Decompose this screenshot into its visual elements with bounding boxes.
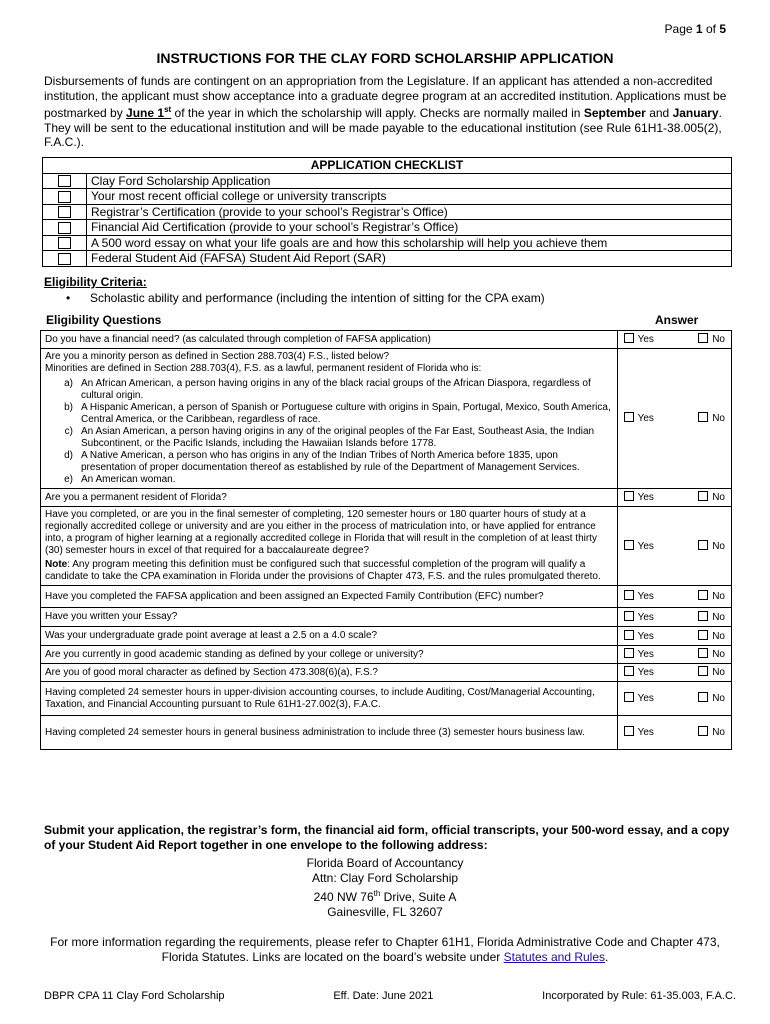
no-option[interactable]: No	[698, 611, 725, 624]
checklist-checkbox[interactable]	[58, 175, 71, 187]
yes-option[interactable]: Yes	[624, 333, 654, 346]
checklist-item: Your most recent official college or university transcripts	[87, 189, 732, 205]
checklist-checkbox[interactable]	[58, 191, 71, 203]
yes-option[interactable]: Yes	[624, 412, 654, 425]
checkbox-icon	[624, 540, 634, 550]
checkbox-icon	[698, 611, 708, 621]
checklist-item: Federal Student Aid (FAFSA) Student Aid Report (SAR)	[87, 251, 732, 267]
yes-option[interactable]: Yes	[624, 726, 654, 739]
checkbox-icon	[698, 648, 708, 658]
checklist-item: A 500 word essay on what your life goals are and how this scholarship will help you achieve them	[87, 235, 732, 251]
no-option[interactable]: No	[698, 726, 725, 739]
checkbox-icon	[698, 333, 708, 343]
intro-paragraph: Disbursements of funds are contingent on an appropriation from the Legislature. If an applicant has attended a non-accredited institution, the applicant must show acceptance into a graduate degree program at an accredited institution. Applications must be postmarked by June 1st of the year in which the scholarship will apply. Checks are normally mailed in September and January. They will be sent to the educational institution and will be made payable to the educational institution (see Rule 61H1-38.005(2), F.A.C.).	[44, 74, 727, 149]
question-row	[41, 586, 732, 608]
checklist-item: Registrar’s Certification (provide to your school’s Registrar’s Office)	[87, 204, 732, 220]
checklist-checkbox[interactable]	[58, 237, 71, 249]
form-id: DBPR CPA 11 Clay Ford Scholarship	[44, 990, 225, 1002]
eligibility-criteria-title: Eligibility Criteria:	[44, 275, 147, 289]
checkbox-icon	[624, 666, 634, 676]
checkbox-icon	[698, 540, 708, 550]
rule-reference: Incorporated by Rule: 61-35.003, F.A.C.	[542, 990, 736, 1002]
eligibility-bullet: • Scholastic ability and performance (including the intention of sitting for the CPA exam)	[66, 291, 545, 305]
checkbox-icon	[624, 692, 634, 702]
yes-option[interactable]: Yes	[624, 611, 654, 624]
minority-list	[45, 378, 613, 486]
question-row	[41, 331, 732, 349]
application-checklist	[42, 157, 732, 267]
no-option[interactable]: No	[698, 491, 725, 504]
bullet-icon: •	[66, 291, 71, 305]
list-item: a) An African American, a person having origins in any of the black racial groups of the African Diaspora, regardless of cultural origin.	[64, 378, 591, 401]
checkbox-icon	[624, 630, 634, 640]
no-option[interactable]: No	[698, 666, 725, 679]
question-text: Having completed 24 semester hours in upper-division accounting courses, to include Auditing, Cost/Managerial Accounting, Taxation, and Financial Accounting pursuant to Rule 61H1-27.002(3), F.A.C.	[41, 682, 618, 716]
question-text: Do you have a financial need? (as calculated through completion of FAFSA application)	[41, 331, 618, 349]
question-text: Are you a minority person as defined in Section 288.703(4) F.S., listed below? Minorities are defined in Section 288.703(4), F.S. as a lawful, permanent resident of Florida who is: a) An African American, a person having origins in any of the black racial groups of the African Diaspora, regardless of cultural origin. b) A Hispanic American, a person of Spanish or Portuguese culture with origins in Spain, Portugal, Mexico, South America, Central America, or the Caribbean, regardless of race. c) An Asian American, a person having origins in any of the original peoples of the Far East, Southeast Asia, the Indian Subcontinent, or the Pacific Islands, including the Hawaiian Islands before 1778. d) A Native American, a person who has origins in any of the Indian Tribes of North America before 1835, upon presentation of proper documentation thereof as established by rule of the Department of Management Services. e) An American woman.	[41, 349, 618, 489]
checkbox-icon	[624, 590, 634, 600]
question-text: Have you completed, or are you in the final semester of completing, 120 semester hours or 180 quarter hours of study at a regionally accredited college or university and are you either in the process of matriculation into, or have applied for entrance into, a program of higher learning at a regionally accredited college in Florida that will result in the completion of at least thirty (30) semester hours in excel of that required for a baccalaureate degree? Note: Any program meeting this definition must be configured such that successful completion of the program will qualify a candidate to take the CPA examination in Florida under the provisions of Chapter 473, F.S. and the rules promulgated thereto.	[41, 507, 618, 586]
checkbox-icon	[698, 630, 708, 640]
checkbox-icon	[624, 726, 634, 736]
question-text: Having completed 24 semester hours in general business administration to include three (3) semester hours business law.	[41, 716, 618, 750]
statutes-and-rules-link[interactable]: Statutes and Rules	[503, 950, 606, 964]
no-option[interactable]: No	[698, 590, 725, 603]
question-text: Have you completed the FAFSA application and been assigned an Expected Family Contribution (EFC) number?	[41, 586, 618, 608]
question-text: Was your undergraduate grade point average at least a 2.5 on a 4.0 scale?	[41, 627, 618, 646]
checklist-checkbox[interactable]	[58, 206, 71, 218]
document-title: INSTRUCTIONS FOR THE CLAY FORD SCHOLARSHIP APPLICATION	[156, 50, 614, 66]
deadline: June 1st	[126, 105, 172, 120]
answer-header: Answer	[655, 313, 699, 327]
checklist-checkbox[interactable]	[58, 222, 71, 234]
question-row	[41, 608, 732, 627]
question-row	[41, 716, 732, 750]
question-row	[41, 627, 732, 646]
checklist-item: Financial Aid Certification (provide to your school’s Registrar’s Office)	[87, 220, 732, 236]
no-option[interactable]: No	[698, 692, 725, 705]
checkbox-icon	[698, 692, 708, 702]
checklist-checkbox[interactable]	[58, 253, 71, 265]
eligibility-questions-header: Eligibility Questions	[46, 313, 162, 327]
checkbox-icon	[624, 611, 634, 621]
checkbox-icon	[698, 491, 708, 501]
submit-instructions: Submit your application, the registrar’s form, the financial aid form, official transcripts, your 500-word essay, and a copy of your Student Aid Report together in one envelope to the following address:	[44, 823, 730, 852]
question-text: Have you written your Essay?	[41, 608, 618, 627]
checkbox-icon	[698, 590, 708, 600]
yes-option[interactable]: Yes	[624, 630, 654, 643]
yes-option[interactable]: Yes	[624, 692, 654, 705]
question-text: Are you of good moral character as defined by Section 473.308(6)(a), F.S.?	[41, 664, 618, 682]
no-option[interactable]: No	[698, 412, 725, 425]
yes-option[interactable]: Yes	[624, 590, 654, 603]
yes-option[interactable]: Yes	[624, 540, 654, 553]
yes-option[interactable]: Yes	[624, 491, 654, 504]
yes-option[interactable]: Yes	[624, 666, 654, 679]
question-row	[41, 349, 732, 489]
checklist-heading: APPLICATION CHECKLIST	[43, 158, 732, 174]
checkbox-icon	[624, 333, 634, 343]
list-item: d) A Native American, a person who has origins in any of the Indian Tribes of North America before 1835, upon presentation of proper documentation thereof as established by rule of the Department of Management Services.	[64, 450, 580, 473]
checkbox-icon	[624, 648, 634, 658]
list-item: b) A Hispanic American, a person of Spanish or Portuguese culture with origins in Spain, Portugal, Mexico, South America, Central America, or the Caribbean, regardless of race.	[64, 402, 611, 425]
question-row	[41, 682, 732, 716]
yes-option[interactable]: Yes	[624, 648, 654, 661]
question-text: Are you currently in good academic standing as defined by your college or university?	[41, 646, 618, 664]
page-number: Page 1 of 5	[664, 22, 726, 36]
mailing-address: Florida Board of Accountancy Attn: Clay Ford Scholarship 240 NW 76th Drive, Suite A Gainesville, FL 32607	[306, 856, 464, 919]
no-option[interactable]: No	[698, 540, 725, 553]
checkbox-icon	[624, 491, 634, 501]
question-row	[41, 489, 732, 507]
list-item: e) An American woman.	[64, 474, 176, 485]
more-info: For more information regarding the requirements, please refer to Chapter 61H1, Florida Administrative Code and Chapter 473, Florida Statutes. Links are located on the board’s website under Statutes and Rules.	[50, 935, 720, 964]
question-row	[41, 664, 732, 682]
eligibility-questions-table	[40, 330, 732, 750]
no-option[interactable]: No	[698, 648, 725, 661]
footer	[44, 990, 736, 1002]
question-row	[41, 507, 732, 586]
question-row	[41, 646, 732, 664]
no-option[interactable]: No	[698, 333, 725, 346]
checkbox-icon	[624, 412, 634, 422]
checkbox-icon	[698, 412, 708, 422]
list-item: c) An Asian American, a person having origins in any of the original peoples of the Far East, Southeast Asia, the Indian Subcontinent, or the Pacific Islands, including the Hawaiian Islands before 1778.	[64, 426, 595, 449]
checkbox-icon	[698, 666, 708, 676]
checklist-item: Clay Ford Scholarship Application	[87, 173, 732, 189]
question-text: Are you a permanent resident of Florida?	[41, 489, 618, 507]
effective-date: Eff. Date: June 2021	[333, 990, 434, 1002]
no-option[interactable]: No	[698, 630, 725, 643]
checkbox-icon	[698, 726, 708, 736]
